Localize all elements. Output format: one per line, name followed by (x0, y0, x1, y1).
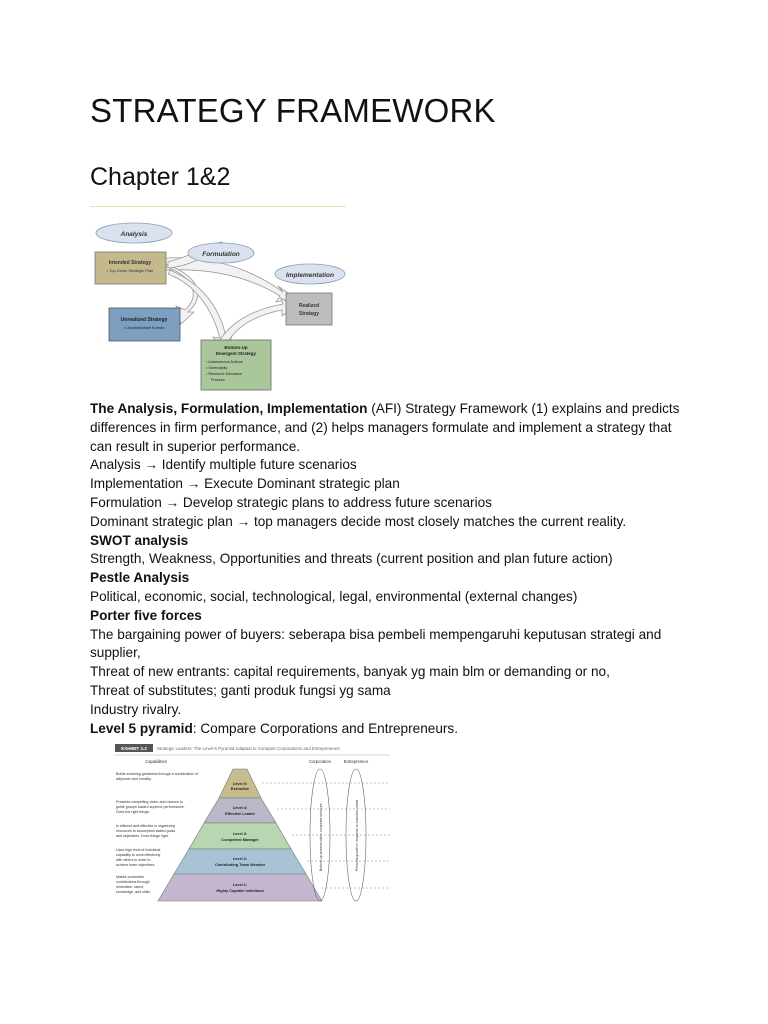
swot-heading: SWOT analysis (90, 532, 189, 548)
box-realized-line1: Realized (298, 303, 320, 309)
cap3-b: resources to accomplish stated goals (116, 829, 176, 833)
tier4-line2: Effective Leader (224, 811, 256, 816)
tier2-line2: Contributing Team Member (214, 862, 266, 867)
line-analysis: Analysis → Identify multiple future scenarios (90, 457, 357, 473)
cap2-d: achieve team objectives. (116, 863, 156, 867)
corporation-vertical-label: Bottom-up process within corporate structure (319, 803, 323, 871)
cap1-d: knowledge, and skills. (116, 890, 151, 894)
box-emergent-bullet4: Process (211, 378, 225, 382)
afi-description: (AFI) Strategy Framework (1) explains and predicts differences in firm performance, and (2) helps managers formulate and implement a strategy that can result in superior performance. (90, 401, 680, 454)
divider (90, 206, 346, 207)
cap4-b: guide groups toward superior performance. (116, 805, 185, 809)
exhibit-caption: Strategic Leaders: The Level-5 Pyramid Adapted to Compare Corporations and Entrepreneurs (157, 746, 340, 751)
cap5-b: willpower and humility. (116, 777, 152, 781)
box-intended-strategy: Intended Strategy (108, 260, 152, 266)
col-capabilities: Capabilities (145, 759, 167, 764)
cap4-c: Does the right things. (116, 810, 150, 814)
box-emergent-bullet1: • Autonomous Actions (206, 360, 243, 364)
porter-buyers: The bargaining power of buyers: seberapa bisa pembeli mempengaruhi keputusan strategi and supplier, (90, 626, 662, 661)
box-unrealized-sub: • Unpredictable Events (123, 325, 165, 330)
tier4-line1: Level 4: (232, 805, 248, 810)
tier5-line1: Level 5: (232, 781, 248, 786)
cap1-a: Makes productive (116, 875, 145, 879)
tier2-line1: Level 2: (232, 856, 248, 861)
box-emergent-line2: Emergent Strategy (215, 351, 257, 356)
tier3-line1: Level 3: (232, 831, 248, 836)
porter-rivalry: Industry rivalry. (90, 701, 182, 717)
col-entrepreneur: Entrepreneur (343, 759, 369, 764)
line-formulation: Formulation → Develop strategic plans to address future scenarios (90, 494, 492, 510)
afi-paragraph (90, 400, 690, 456)
line-implementation: Implementation → Execute Dominant strategic plan (90, 476, 400, 492)
pestle-text: Political, economic, social, technological, legal, environmental (external changes) (90, 588, 578, 604)
cap4-a: Presents compelling vision and mission to (116, 800, 183, 804)
cap1-b: contributions through (116, 880, 150, 884)
box-unrealized-strategy: Unrealized Strategy (120, 317, 168, 323)
level5-pyramid-exhibit (90, 743, 408, 911)
document-title: STRATEGY FRAMEWORK (90, 92, 496, 129)
pestle-heading: Pestle Analysis (90, 570, 190, 586)
col-corporation: Corporation (309, 759, 331, 764)
cap2-c: with others in order to (116, 858, 151, 862)
porter-heading: Porter five forces (90, 607, 202, 623)
porter-substitutes: Threat of substitutes; ganti produk fungsi yg sama (90, 682, 391, 698)
tier1-line1: Level 1: (232, 882, 248, 887)
line-dominant-plan: Dominant strategic plan → top managers decide most closely matches the current reality. (90, 513, 627, 529)
box-intended-sub: • Top-Down Strategic Plan (106, 268, 154, 273)
body-text (90, 400, 690, 738)
level5-description: : Compare Corporations and Entrepreneurs. (192, 720, 458, 736)
porter-entrants: Threat of new entrants: capital requirements, banyak yg main blm or demanding or no, (90, 664, 610, 680)
cap2-b: capability to work effectively (116, 853, 161, 857)
box-emergent-bullet2: • Serendipity (206, 366, 228, 370)
oval-implementation: Implementation (285, 272, 335, 279)
tier5-line2: Executive (230, 786, 250, 791)
entrepreneur-vertical-label: Personal growth in response to business needs (355, 799, 359, 871)
tier1-line2: Highly Capable Individual (216, 888, 264, 893)
swot-text: Strength, Weakness, Opportunities and threats (current position and plan future action) (90, 551, 613, 567)
chapter-heading: Chapter 1&2 (90, 163, 231, 191)
afi-framework-diagram (90, 206, 346, 392)
cap5-a: Builds enduring greatness through a combination of (116, 772, 199, 776)
box-realized-line2: Strategy (298, 311, 320, 317)
cap3-a: Is efficient and effective in organizing (116, 824, 175, 828)
tier3-line2: Competent Manager (221, 837, 259, 842)
afi-bold-term: The Analysis, Formulation, Implementation (90, 401, 368, 416)
cap3-c: and objectives. Does things right. (116, 834, 169, 838)
level5-line (90, 720, 690, 739)
cap1-c: motivation, talent, (116, 885, 145, 889)
box-emergent-line1: Bottom-Up (224, 345, 248, 350)
oval-analysis: Analysis (120, 231, 148, 238)
box-emergent-bullet3: • Resource Allocation (206, 372, 242, 376)
exhibit-label: EXHIBIT 2.2 (121, 746, 147, 751)
cap2-a: Uses high level of individual (116, 848, 161, 852)
level5-bold-term: Level 5 pyramid (90, 720, 193, 736)
oval-formulation: Formulation (202, 251, 240, 258)
